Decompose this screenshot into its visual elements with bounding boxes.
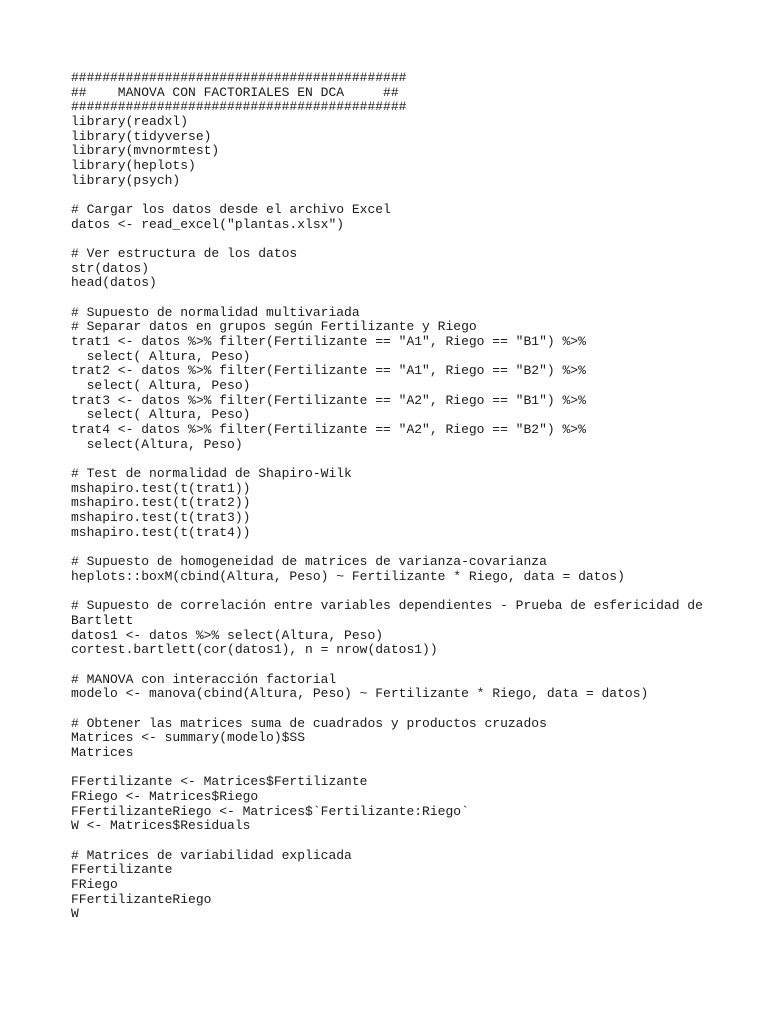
blank-line — [71, 541, 703, 556]
header-banner-line: ########################################### — [71, 70, 407, 85]
code-line: datos1 <- datos %>% select(Altura, Peso) — [71, 627, 384, 643]
code-line: library(readxl) — [71, 114, 189, 130]
comment-line: # Cargar los datos desde el archivo Excel — [71, 202, 391, 218]
code-listing — [71, 71, 703, 922]
code-line: select( Altura, Peso) — [71, 407, 251, 423]
comment-line: # Supuesto de correlación entre variables dependientes - Prueba de esfericidad de — [71, 598, 703, 614]
code-line: modelo <- manova(cbind(Altura, Peso) ~ Fertilizante * Riego, data = datos) — [71, 686, 649, 702]
comment-line: # Test de normalidad de Shapiro-Wilk — [71, 466, 352, 482]
code-line: select(Altura, Peso) — [71, 436, 243, 452]
comment-line: # Supuesto de homogeneidad de matrices de varianza-covarianza — [71, 554, 547, 570]
comment-line: # Matrices de variabilidad explicada — [71, 847, 352, 863]
code-line: mshapiro.test(t(trat3)) — [71, 510, 251, 526]
comment-line: # Separar datos en grupos según Fertilizante y Riego — [71, 319, 477, 335]
code-line: str(datos) — [71, 260, 150, 276]
blank-line — [71, 761, 703, 776]
code-line: library(tidyverse) — [71, 128, 212, 144]
blank-line — [71, 834, 703, 849]
code-line: FRiego — [71, 876, 118, 892]
comment-line: # Supuesto de normalidad multivariada — [71, 304, 360, 320]
code-line: datos <- read_excel("plantas.xlsx") — [71, 216, 345, 232]
code-line: select( Altura, Peso) — [71, 378, 251, 394]
code-line: head(datos) — [71, 275, 157, 291]
code-line: FFertilizanteRiego — [71, 891, 212, 907]
blank-line — [71, 658, 703, 673]
code-line: Matrices — [71, 744, 134, 760]
comment-line: # Ver estructura de los datos — [71, 246, 298, 262]
code-line: select( Altura, Peso) — [71, 348, 251, 364]
code-line: trat2 <- datos %>% filter(Fertilizante == "A1", Riego == "B2") %>% — [71, 363, 586, 379]
blank-line — [71, 232, 703, 247]
code-line: FFertilizanteRiego <- Matrices$`Fertilizante:Riego` — [71, 803, 469, 819]
header-banner-line: ########################################### — [71, 99, 407, 115]
code-line: library(mvnormtest) — [71, 143, 220, 159]
code-line: cortest.bartlett(cor(datos1), n = nrow(datos1)) — [71, 642, 438, 658]
code-line: Matrices <- summary(modelo)$SS — [71, 730, 306, 746]
blank-line — [71, 291, 703, 306]
code-line: FFertilizante <- Matrices$Fertilizante — [71, 774, 368, 790]
code-line: W <- Matrices$Residuals — [71, 818, 251, 834]
code-line: mshapiro.test(t(trat1)) — [71, 480, 251, 496]
blank-line — [71, 452, 703, 467]
code-line: heplots::boxM(cbind(Altura, Peso) ~ Fertilizante * Riego, data = datos) — [71, 568, 625, 584]
code-line: FRiego <- Matrices$Riego — [71, 788, 259, 804]
code-line: library(psych) — [71, 172, 181, 188]
blank-line — [71, 702, 703, 717]
code-line: trat3 <- datos %>% filter(Fertilizante == "A2", Riego == "B1") %>% — [71, 392, 586, 408]
blank-line — [71, 188, 703, 203]
code-line: mshapiro.test(t(trat2)) — [71, 495, 251, 511]
code-line: trat4 <- datos %>% filter(Fertilizante == "A2", Riego == "B2") %>% — [71, 422, 586, 438]
code-line: library(heplots) — [71, 158, 196, 174]
header-banner-line: ## MANOVA CON FACTORIALES EN DCA ## — [71, 84, 399, 100]
code-line: Bartlett — [71, 612, 134, 628]
code-line: FFertilizante — [71, 862, 173, 878]
code-line: W — [71, 906, 79, 922]
code-line: trat1 <- datos %>% filter(Fertilizante == "A1", Riego == "B1") %>% — [71, 334, 586, 350]
blank-line — [71, 585, 703, 600]
code-line: mshapiro.test(t(trat4)) — [71, 524, 251, 540]
comment-line: # MANOVA con interacción factorial — [71, 671, 337, 687]
comment-line: # Obtener las matrices suma de cuadrados y productos cruzados — [71, 715, 547, 731]
